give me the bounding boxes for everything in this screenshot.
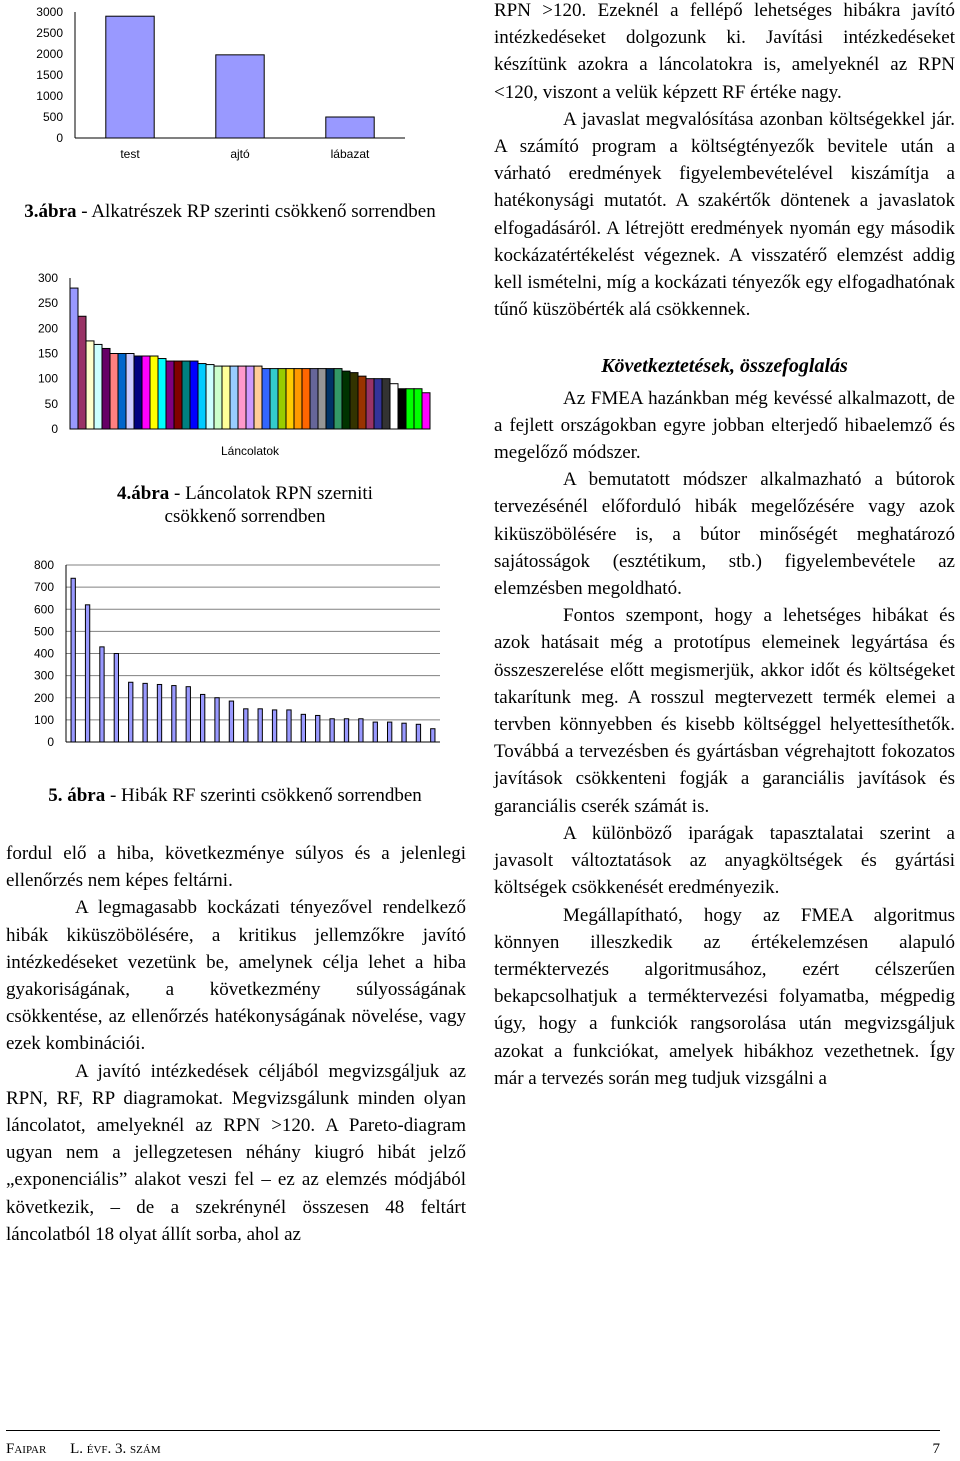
bar — [100, 647, 104, 742]
left-paragraph-2: A legmagasabb kockázati tényezővel rendelkező hibák kiküszöbölésére, a kritikus jellemzőkre javító intézkedéseket vezetünk be, amelynek célja lehet a hiba gyakoriságának, a következmény súlyosságának csökkentése, az ellenőrzés hatékonyságának növelése, vagy ezek kombinációi. — [6, 897, 466, 1055]
y-tick-label: 500 — [33, 624, 54, 639]
y-tick-label: 0 — [47, 735, 54, 749]
y-tick-label: 1000 — [36, 89, 63, 103]
bar — [186, 687, 190, 742]
figure-3-chart — [0, 0, 460, 175]
bar — [214, 366, 222, 429]
bar — [200, 694, 204, 742]
conclusion-paragraph-4: A különböző iparágak tapasztalatai szerint a javasolt változtatások az anyagköltségek és gyártási költségek csökkenését eredményezik. — [494, 822, 955, 899]
bar — [262, 369, 270, 429]
x-tick-label: ajtó — [230, 147, 250, 161]
bar — [258, 709, 262, 742]
bar — [402, 723, 406, 742]
bar — [318, 369, 326, 429]
figure-3-caption — [0, 200, 460, 223]
right-paragraph-1: RPN >120. Ezeknél a fellépő lehetséges hibákra javító intézkedéseket dolgozunk ki. Javítási intézkedéseket készítünk azokra a láncolatokra is, amelyeknél az RPN <120, viszont a velük képzett RF értéke nagy. — [494, 0, 955, 103]
bar — [172, 686, 176, 742]
bar — [301, 714, 305, 742]
bar — [366, 379, 374, 429]
left-column — [6, 840, 466, 1248]
bar — [359, 719, 363, 742]
conclusion-paragraph-3: Fontos szempont, hogy a lehetséges hibákat és azok hatásait még a prototípus elemeinek legyártása és összeszerelése előtt megismerjük, akkor időt és költségeket takarítunk meg. A rosszul megtervezett termék elemei a tervben könnyebben és kisebb költséggel helyettesíthetők. Továbbá a tervezésben és gyártásban végrehajtott fokozatos javítások csökkenteni fogják a garanciális javítások és garanciális cserék számát is. — [494, 605, 955, 817]
figure-3-title: - Alkatrészek RP szerinti csökkenő sorrendben — [76, 201, 436, 222]
bar — [238, 366, 246, 429]
bar — [246, 366, 254, 429]
bar — [334, 369, 342, 429]
right-column — [494, 0, 955, 1092]
bar — [182, 361, 190, 429]
y-tick-label: 150 — [37, 346, 58, 361]
bar — [294, 369, 302, 429]
y-tick-label: 3000 — [36, 5, 63, 19]
bar — [422, 393, 430, 429]
figure-5-caption — [0, 784, 470, 807]
bar — [316, 715, 320, 742]
bar — [78, 316, 86, 429]
bar — [129, 682, 133, 742]
conclusion-paragraph-2: A bemutatott módszer alkalmazható a bútorok tervezésénél előforduló hibák megelőzésére vagy azok kiküszöbölésére is, a bútor minőségét meghatározó sajátosságok (esztétikum, stb.) figyelembevétele az elemzésben megoldható. — [494, 469, 955, 600]
bar — [150, 356, 158, 429]
bar — [278, 369, 286, 429]
bar — [416, 724, 420, 742]
y-tick-label: 2500 — [36, 26, 63, 40]
bar — [326, 117, 374, 138]
bar — [229, 701, 233, 742]
y-tick-label: 250 — [37, 296, 58, 311]
y-tick-label: 100 — [37, 371, 58, 386]
figure-4-title: - Láncolatok RPN szerniti csökkenő sorrendben — [164, 483, 373, 527]
bar — [190, 361, 198, 429]
y-tick-label: 200 — [37, 321, 58, 336]
y-tick-label: 500 — [42, 110, 63, 124]
figure-4-number: 4.ábra — [117, 483, 170, 504]
bar — [310, 369, 318, 429]
bar — [85, 605, 89, 742]
page-footer — [6, 1430, 940, 1458]
section-heading: Következtetések, összefoglalás — [601, 355, 848, 378]
bar — [342, 371, 350, 429]
bar — [86, 341, 94, 429]
bar — [114, 654, 118, 743]
bar — [222, 366, 230, 429]
bar — [230, 366, 238, 429]
figure-4-chart — [0, 265, 460, 465]
bar — [166, 361, 174, 429]
bar — [382, 379, 390, 429]
journal-volume: L. évf. 3. szám — [70, 1441, 161, 1457]
bar — [398, 389, 406, 429]
x-tick-label: lábazat — [330, 147, 370, 161]
bar — [198, 364, 206, 429]
journal-name: Faipar — [6, 1441, 47, 1457]
figure-5-chart — [0, 553, 460, 753]
bar — [106, 16, 154, 138]
figure-3-number: 3.ábra — [24, 201, 77, 222]
bar — [302, 369, 310, 429]
bar — [374, 379, 382, 429]
bar — [142, 356, 150, 429]
bar — [406, 389, 414, 429]
bar — [350, 373, 358, 429]
bar — [326, 369, 334, 429]
bar — [102, 348, 110, 429]
y-tick-label: 2000 — [36, 47, 63, 61]
bar — [134, 356, 142, 429]
bar — [206, 365, 214, 429]
bar — [70, 288, 78, 429]
bar — [270, 369, 278, 429]
bar — [71, 578, 75, 742]
left-paragraph-1: fordul elő a hiba, következménye súlyos és a jelenlegi ellenőrzés nem képes feltárni. — [6, 843, 466, 892]
right-paragraph-2: A javaslat megvalósítása azonban költségekkel jár. A számító program a költségtényezők bevitele után a várható eredmények figyelembevételével kiszámítja a hatékonysági mutatót. A szakértők döntenek a javaslatok elfogadásáról. A létrejött eredmények nyomán egy második kockázatértékelést végeznek. A visszatérő elemzést addig kell ismételni, míg a kockázati tényezők egy elfogadhatónak tűnő küszöbérték alá csökkennek. — [494, 108, 955, 321]
bar — [358, 376, 366, 429]
y-tick-label: 300 — [33, 668, 54, 683]
bar — [286, 369, 294, 429]
bar — [94, 344, 102, 429]
bar — [126, 354, 134, 430]
y-tick-label: 0 — [56, 131, 63, 145]
y-tick-label: 700 — [33, 580, 54, 595]
bar — [390, 384, 398, 429]
bar — [118, 354, 126, 430]
y-tick-label: 600 — [33, 602, 54, 617]
bar — [157, 684, 161, 742]
bar — [373, 722, 377, 742]
bar — [216, 55, 264, 138]
y-tick-label: 0 — [51, 422, 58, 436]
bar — [110, 354, 118, 430]
conclusion-paragraph-5: Megállapítható, hogy az FMEA algoritmus könnyen illeszkedik az értékelemzésen alapuló terméktervezés algoritmusához, ezért célszerűen bekapcsolhatjuk a terméktervezési folyamatba, mégpedig úgy, hogy a funkciók rangsorolása után megvizsgáljuk azokat a funkciókat, amelyek hibákhoz vezethetnek. Így már a tervezés során meg tudjuk vizsgálni a — [494, 904, 955, 1089]
y-tick-label: 100 — [33, 712, 54, 727]
bar — [174, 361, 182, 429]
y-tick-label: 200 — [33, 690, 54, 705]
bar — [272, 710, 276, 742]
bar — [143, 683, 147, 742]
y-tick-label: 50 — [44, 396, 58, 411]
y-tick-label: 300 — [37, 271, 58, 285]
y-tick-label: 800 — [33, 558, 54, 572]
x-axis-label: Láncolatok — [220, 444, 280, 458]
x-tick-label: test — [120, 147, 140, 161]
bar — [414, 389, 422, 429]
bar — [344, 719, 348, 742]
bar — [158, 359, 166, 429]
bar — [215, 698, 219, 742]
left-paragraph-3: A javító intézkedések céljából megvizsgáljuk az RPN, RF, RP diagramokat. Megvizsgálunk minden olyan láncolatot, amelyeknél az RPN >120. A Pareto-diagram ugyan nem a jellegzetesen néhány kiugró hibát jelző „exponenciális” alakot veszi fel – ez az elemzés módjából következik, – de a szekrénynél összesen 48 feltárt láncolatból 18 olyat állít sorba, ahol az — [6, 1060, 466, 1245]
bar — [387, 722, 391, 742]
bar — [254, 366, 262, 429]
bar — [244, 709, 248, 742]
page-number: 7 — [932, 1441, 940, 1457]
figure-5-title: - Hibák RF szerinti csökkenő sorrendben — [105, 785, 422, 806]
conclusion-paragraph-1: Az FMEA hazánkban még kevéssé alkalmazott, de a fejlett országokban egyre jobban elterjedő hibaelemző és megelőző módszer. — [494, 387, 955, 464]
figure-4-caption — [105, 482, 385, 528]
y-tick-label: 1500 — [36, 68, 63, 82]
bar — [330, 719, 334, 742]
bar — [431, 729, 435, 742]
figure-5-number: 5. ábra — [48, 785, 106, 806]
y-tick-label: 400 — [33, 646, 54, 661]
bar — [287, 710, 291, 742]
